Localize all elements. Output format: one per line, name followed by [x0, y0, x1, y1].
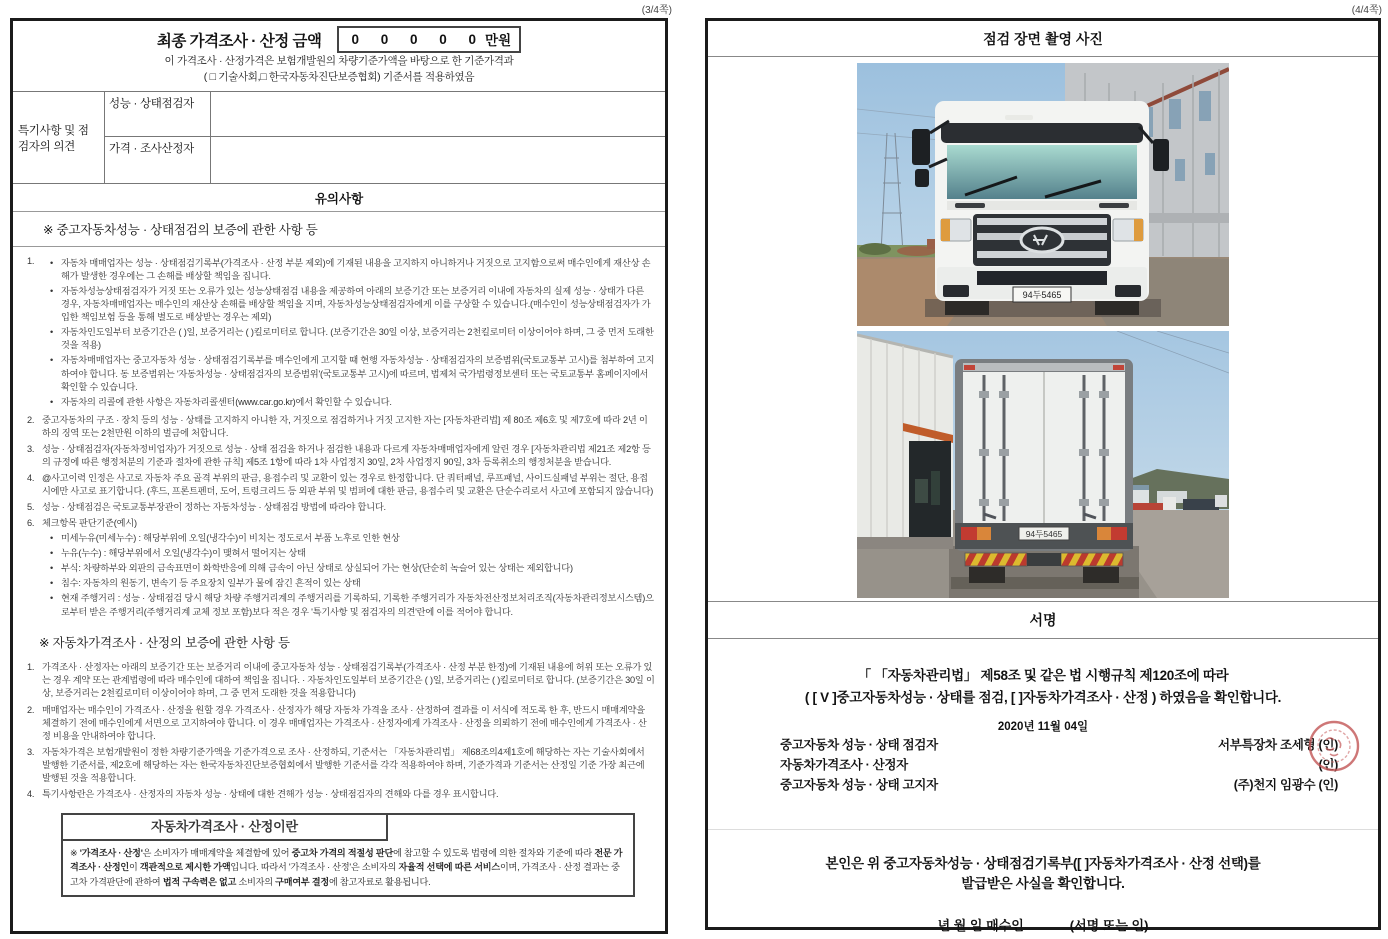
- buyer-date-line: [708, 915, 1378, 934]
- notice-item: 2. 매매업자는 매수인이 가격조사 · 산정을 원할 경우 가격조사 · 산정자가 해당 자동차 가격을 조사 · 산정하여 결과를 이 서식에 적도록 한 후, 반드시 매매계약을 체결하기 전에 매수인에게 서면으로 고지하여야 합니다. 이 경우 매매업자는 가격조사 · 산정자에게 가격조사 · 산정을 의뢰하기 전에 매수인에게 가격조사 · 산정 비용을 안내하여야 합니다.: [27, 704, 647, 741]
- rear-license-plate: 94두5465: [1025, 529, 1063, 539]
- notice-item: 5. 성능 · 상태점검은 국토교통부장관이 정하는 자동차성능 · 상태점검 방법에 따라야 합니다.: [27, 502, 386, 513]
- notice-section1-title: ※ 중고자동차성능 · 상태점검의 보증에 관한 사항 등: [13, 211, 665, 247]
- signer-row: 자동차가격조사 · 산정자 (인): [780, 757, 1338, 772]
- price-basis-line1: 이 가격조사 · 산정가격은 보험개발원의 차량기준가액을 바탕으로 한 기준가격과: [164, 55, 514, 68]
- notice-section2-list: [27, 661, 655, 801]
- notice-item: 2. 중고자동차의 구조 · 장치 등의 성능 · 상태를 고지하지 아니한 자, 거짓으로 점검하거나 거짓 고지한 자는 [자동차관리법] 제 80조 제6호 및 제7호에 따라 2년 이하의 징역 또는 2천만원 이하의 벌금에 처합니다.: [27, 414, 648, 438]
- final-price-section: [13, 21, 665, 91]
- statement-line2: ( [ V ]중고자동차성능 · 상태를 점검, [ ]자동차가격조사 · 산정 ) 하였음을 확인합니다.: [804, 690, 1282, 706]
- statement-line1: 「 「자동차관리법」 제58조 및 같은 법 시행규칙 제120조에 따라: [857, 668, 1229, 683]
- page-3: [10, 18, 668, 934]
- page-4: [705, 18, 1381, 934]
- bullet-item: • 침수: 자동차의 원동기, 변속기 등 주요장치 일부가 물에 잠긴 흔적이 있는 상태: [50, 578, 361, 589]
- remarks-row-value: [211, 137, 665, 183]
- signer-row: 중고자동차 성능 · 상태 고지자 (주)천지 임광수 (인): [780, 777, 1338, 792]
- price-definition-text: ※ '가격조사 · 산정'은 소비자가 매매계약을 체결함에 있어 중고차 가격의 적절성 판단에 참고할 수 있도록 법령에 의한 절차와 기준에 따라 전문 가격조사 · 산정인이 객관적으로 제시한 가액입니다. 따라서 '가격조사 · 산정'은 소비자의 자율적 선택에 따른 서비스이며, 가격조사 · 산정 결과는 중고차 가격판단에 관하여 법적 구속력은 없고 소비자의 구매여부 결정에 참고자료로 활용됩니다.: [70, 848, 623, 887]
- notice-section1-list: [27, 255, 655, 621]
- notice-item: 6. 체크항목 판단기준(예시) • 미세누유(미세누수) : 해당부위에 오일(냉각수)이 비치는 정도로서 부품 노후로 인한 현상 • 누유(누수) : 해당부위에서 오일(냉각수)이 맺혀서 떨어지는 상태 • 부식: 차량하부와 외판의 금속표면이 화학반응에 의해 금속이 아닌 상태로 상실되어 가는 현상(단순히 녹슬어 있는 상태는 제외합니다) • 침수: 자동차의 원동기, 변속기 등 주요장치 일부가 물에 잠긴 흔적이 있는 상태 • 현재 주행거리 : 성능 · 상태점검 당시 해당 차량 주행거리계의 주행거리를 기록하되, 기록한 주행거리가 자동차전산정보처리조직(자동차관리정보시스템)으로부터 받은 주행거리(주행거리계 교체 정보 포함)보다 적은 경우 '특기사항 및 점검자의 의견'란에 이를 적어야 합니다.: [27, 517, 655, 620]
- truck-rear-photo: [857, 331, 1229, 598]
- page-number-right: (4/4쪽): [1351, 5, 1382, 16]
- price-definition-title: 자동차가격조사 · 산정이란: [63, 815, 388, 841]
- signature-date: 2020년 11월 04일: [997, 720, 1089, 733]
- bullet-item: • 미세누유(미세누수) : 해당부위에 오일(냉각수)이 비치는 정도로서 부품 노후로 인한 현상: [50, 533, 400, 544]
- notice-item: 3. 성능 · 상태점검자(자동차정비업자)가 거짓으로 성능 · 상태 점검을 하거나 점검한 내용과 다르게 자동차매매업자에게 알린 경우 [자동차관리법 제21조 제2항 등의 규정에 따른 행정처분의 기준과 절차에 관한 규칙] 제5조 1항에 따라 1차 사업정지 30일, 2차 사업정지 90일, 3차 등록취소의 행정처분을 받습니다.: [27, 443, 651, 467]
- signer-list: [708, 734, 1378, 795]
- bullet-item: • 자동차 매매업자는 성능 · 상태점검기록부(가격조사 · 산정 부분 제외)에 기재된 내용을 고지하지 아니하거나 거짓으로 고지함으로써 매수인에게 재산상 손해가 발생한 경우에는 그 손해를 배상할 책임을 집니다.: [50, 258, 651, 282]
- signer-row: 중고자동차 성능 · 상태 점검자 서부특장차 조세형 (인): [780, 737, 1338, 752]
- price-basis-line2: ( □ 기술사회,□ 한국자동차진단보증협회) 기준서를 적용하였음: [203, 71, 475, 83]
- remarks-header: 특기사항 및 점검자의 의견: [13, 92, 105, 183]
- amount-unit: 만원: [485, 33, 512, 49]
- bullet-item: • 자동차인도일부터 보증기간은 ( )일, 보증거리는 ( )킬로미터로 합니다. (보증기간은 30일 이상, 보증거리는 2천킬로미터 이상이어야 하며, 그 중 먼저 도래한 것을 적용): [50, 327, 654, 351]
- bullet-item: • 누유(누수) : 해당부위에서 오일(냉각수)이 맺혀서 떨어지는 상태: [50, 548, 306, 559]
- buyer-line1: 본인은 위 중고자동차성능 · 상태점검기록부([ ]자동차가격조사 · 산정 선택)를: [825, 855, 1261, 871]
- remarks-table: [13, 91, 665, 183]
- notice-content: [13, 247, 665, 897]
- remarks-row-value: [211, 92, 665, 137]
- section-divider: [708, 829, 1378, 830]
- buyer-date-text: 년 월 일 매수인: [937, 918, 1024, 934]
- seal-stamp-icon: [1306, 718, 1362, 774]
- final-price-amount-box: [337, 26, 521, 53]
- front-license-plate: 94두5465: [1022, 290, 1062, 300]
- final-price-title: 최종 가격조사 · 산정 금액: [156, 32, 322, 50]
- photo-area: [708, 57, 1378, 601]
- notice-item: 3. 자동차가격은 보험개발원이 정한 차량기준가액을 기준가격으로 조사 · 산정하되, 기준서는 「자동차관리법」 제68조의4제1호에 해당하는 자는 기술사회에서 발행한 기준서를, 제2호에 해당하는 자는 한국자동차진단보증협회에서 발행한 기준서를 각각 적용하여야 하며, 기준가격과 기준서는 산정일 기준 가장 최근에 발행된 것을 적용합니다.: [27, 746, 645, 783]
- price-definition-box: [61, 813, 635, 897]
- notice-item: 1. 가격조사 · 산정자는 아래의 보증기간 또는 보증거리 이내에 중고자동차 성능 · 상태점검기록부(가격조사 · 산정 부분 한정)에 기재된 내용에 허위 또는 오류가 있는 경우 계약 또는 관계법령에 따라 매수인에 대하여 책임을 집니다. · 자동차인도일부터 보증기간은 ( )일, 보증거리는 ( )킬로미터로 합니다. (보증기간은 30일 이상, 보증거리는 2천킬로미터 이상이어야 하며, 그 중 먼저 도래한 것을 적용합니다): [27, 662, 655, 699]
- amount-digits: 0 0 0 0 0: [351, 31, 486, 47]
- notice-item: 4. 특기사항란은 가격조사 · 산정자의 자동차 성능 · 상태에 대한 견해가 성능 · 상태점검자의 견해와 다를 경우 표시합니다.: [27, 788, 499, 799]
- signature-title: 서명: [708, 601, 1378, 639]
- signature-statement: [708, 665, 1378, 710]
- bullet-item: • 자동차성능상태점검자가 거짓 또는 오류가 있는 성능상태점검 내용을 제공하여 아래의 보증기간 또는 보증거리 이내에 자동차의 실제 성능 · 상태가 다른 경우, 자동차매매업자는 매수인의 재산상 손해를 배상할 책임을 지며, 자동차성능상태점검자에게 이를 구상할 수 있습니다.(매수인이 성능상태점검자가 가입한 책임보험 등을 통해 별도로 배상받는 경우는 제외): [50, 286, 651, 323]
- notice-item: 1. • 자동차 매매업자는 성능 · 상태점검기록부(가격조사 · 산정 부분 제외)에 기재된 내용을 고지하지 아니하거나 거짓으로 고지함으로써 매수인에게 재산상 손해가 발생한 경우에는 그 손해를 배상할 책임을 집니다. • 자동차성능상태점검자가 거짓 또는 오류가 있는 성능상태점검 내용을 제공하여 아래의 보증기간 또는 보증거리 이내에 자동차의 실제 성능 · 상태가 다른 경우, 자동차매매업자는 매수인의 재산상 손해를 배상할 책임을 지며, 자동차성능상태점검자에게 이를 구상할 수 있습니다.(매수인이 성능상태점검자가 가입한 책임보험 등을 통해 별도로 배상받는 경우는 제외) • 자동차인도일부터 보증기간은 ( )일, 보증거리는 ( )킬로미터로 합니다. (보증기간은 30일 이상, 보증거리는 2천킬로미터 이상이어야 하며, 그 중 먼저 도래한 것을 적용) • 자동차매매업자는 중고자동차 성능 · 상태점검기록부를 매수인에게 고지할 때 현행 자동차성능 · 상태점검자의 보증범위(국토교통부 고시)를 첨부하여 고지하여야 합니다. 동 보증범위는 '자동차성능 · 상태점검자의 보증범위'(국토교통부 고시)에 따르며, 법제처 국가법령정보센터 또는 국토교통부 홈페이지에서 확인할 수 있습니다. • 자동차의 리콜에 관한 사항은 자동차리콜센터(www.car.go.kr)에서 확인할 수 있습니다.: [27, 255, 655, 411]
- page-number-left: (3/4쪽): [641, 5, 672, 16]
- buyer-line2: 발급받은 사실을 확인합니다.: [961, 876, 1125, 892]
- truck-front-photo: [857, 63, 1229, 326]
- bullet-item: • 부식: 차량하부와 외판의 금속표면이 화학반응에 의해 금속이 아닌 상태로 상실되어 가는 현상(단순히 녹슬어 있는 상태는 제외합니다): [50, 563, 573, 574]
- bullet-item: • 자동차매매업자는 중고자동차 성능 · 상태점검기록부를 매수인에게 고지할 때 현행 자동차성능 · 상태점검자의 보증범위(국토교통부 고시)를 첨부하여 고지하여야 합니다. 동 보증범위는 '자동차성능 · 상태점검자의 보증범위'(국토교통부 고시)에 따르며, 법제처 국가법령정보센터 또는 국토교통부 홈페이지에서 확인할 수 있습니다.: [50, 355, 655, 392]
- buyer-confirmation: [708, 854, 1378, 896]
- buyer-sign-hint: (서명 또는 인): [1069, 918, 1149, 934]
- bullet-item: • 자동차의 리콜에 관한 사항은 자동차리콜센터(www.car.go.kr)에서 확인할 수 있습니다.: [50, 396, 392, 407]
- notice-section2-title: ※ 자동차가격조사 · 산정의 보증에 관한 사항 등: [39, 635, 290, 650]
- remarks-row-label: 가격 · 조사산정자: [105, 137, 211, 183]
- remarks-row-label: 성능 · 상태점검자: [105, 92, 211, 137]
- photos-title: 점검 장면 촬영 사진: [708, 21, 1378, 57]
- notice-item: 4. @사고이력 인정은 사고로 자동차 주요 골격 부위의 판금, 용접수리 및 교환이 있는 경우로 한정합니다. 단 쿼터패널, 루프패널, 사이드실패널 부위는 절단, 용접 시에만 사고로 표기합니다. (후드, 프론트펜더, 도어, 트렁크리드 등 외판 부위 및 범퍼에 대한 판금, 용접수리 및 교환은 단순수리로서 사고에 포함되지 않습니다): [27, 472, 654, 496]
- bullet-item: • 현재 주행거리 : 성능 · 상태점검 당시 해당 차량 주행거리계의 주행거리를 기록하되, 기록한 주행거리가 자동차전산정보처리조직(자동차관리정보시스템)으로부터 받은 주행거리(주행거리계 교체 정보 포함)보다 적은 경우 '특기사항 및 점검자의 의견'란에 이를 적어야 합니다.: [50, 593, 654, 617]
- notice-title: 유의사항: [13, 183, 665, 211]
